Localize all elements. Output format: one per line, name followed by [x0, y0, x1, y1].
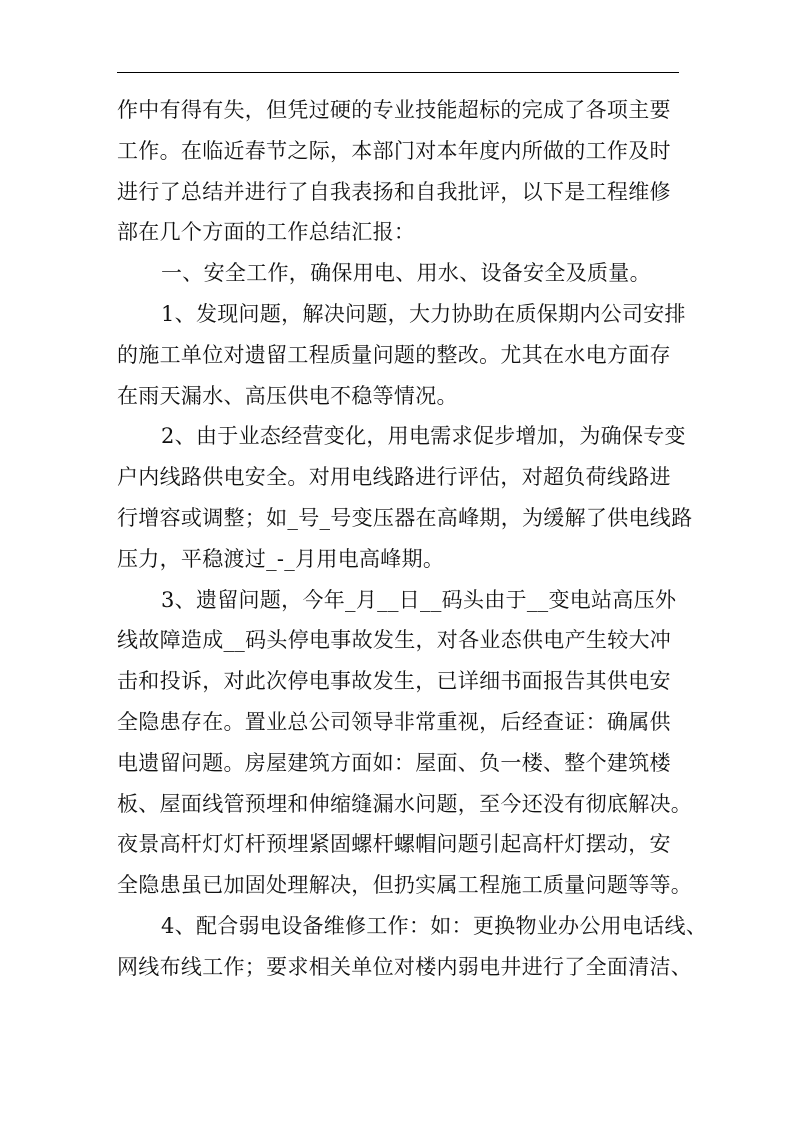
text-line: 部在几个方面的工作总结汇报：	[117, 220, 416, 245]
paragraph-start: 2、由于业态经营变化，用电需求促步增加，为确保专变	[161, 424, 686, 449]
text-line: 线故障造成__码头停电事故发生，对各业态供电产生较大冲	[117, 628, 672, 653]
text-line: 的施工单位对遗留工程质量问题的整改。尤其在水电方面存	[117, 342, 671, 367]
text-line: 夜景高杆灯灯杆预埋紧固螺杆螺帽问题引起高杆灯摆动，安	[117, 832, 671, 857]
text-line: 电遗留问题。房屋建筑方面如：屋面、负一楼、整个建筑楼	[117, 750, 671, 775]
paragraph-start: 1、发现问题，解决问题，大力协助在质保期内公司安排	[161, 301, 686, 326]
text-line: 网线布线工作；要求相关单位对楼内弱电井进行了全面清洁、	[117, 954, 693, 979]
text-line: 户内线路供电安全。对用电线路进行评估，对超负荷线路进	[117, 465, 671, 490]
text-line: 在雨天漏水、高压供电不稳等情况。	[117, 383, 458, 408]
text-line: 全隐患存在。置业总公司领导非常重视，后经查证：确属供	[117, 709, 671, 734]
text-line: 行增容或调整；如_号_号变压器在高峰期，为缓解了供电线路	[117, 505, 693, 530]
document-body	[117, 90, 708, 988]
section-heading: 一、安全工作，确保用电、用水、设备安全及质量。	[161, 261, 651, 286]
header-rule	[117, 72, 679, 73]
text-line: 作中有得有失，但凭过硬的专业技能超标的完成了各项主要	[117, 98, 671, 122]
paragraph-start: 4、配合弱电设备维修工作：如：更换物业办公用电话线、	[161, 913, 708, 938]
text-line: 板、屋面线管预埋和伸缩缝漏水问题，至今还没有彻底解决。	[117, 791, 693, 816]
text-line: 进行了总结并进行了自我表扬和自我批评，以下是工程维修	[117, 179, 671, 204]
text-line: 击和投诉，对此次停电事故发生，已详细书面报告其供电安	[117, 669, 671, 694]
text-line: 全隐患虽已加固处理解决，但扔实属工程施工质量问题等等。	[117, 873, 693, 898]
text-line: 压力，平稳渡过_-_月用电高峰期。	[117, 546, 445, 571]
paragraph-start: 3、遗留问题，今年_月__日__码头由于__变电站高压外	[161, 587, 677, 612]
text-line: 工作。在临近春节之际，本部门对本年度内所做的工作及时	[117, 138, 671, 163]
